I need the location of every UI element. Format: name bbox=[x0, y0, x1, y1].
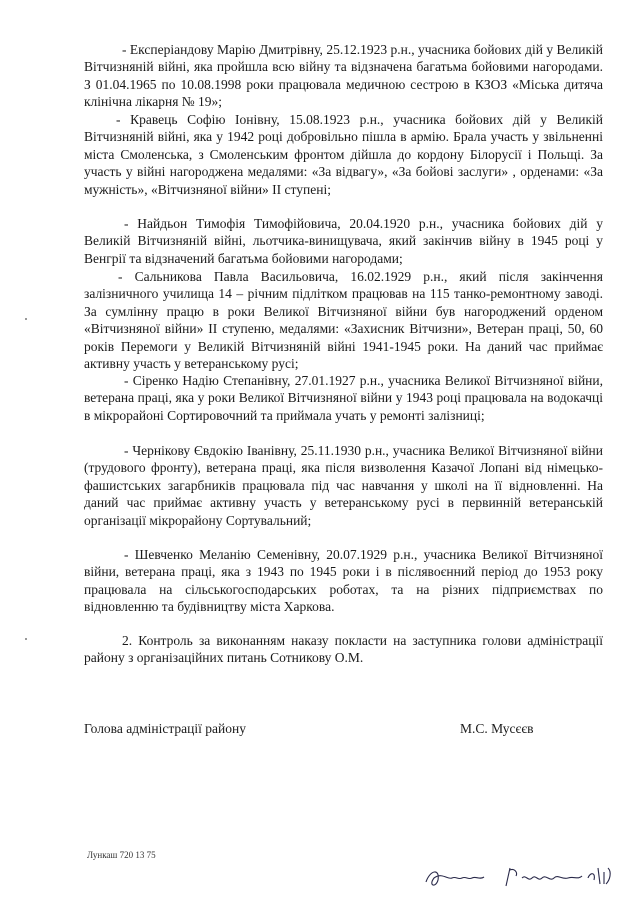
paragraph-shevchenko: - Шевченко Меланію Семенівну, 20.07.1929 р.н., учасника Великої Вітчизняної війни, ветерана праці, яка з 1943 по 1945 роки і в післявоєнний період до 1953 року працювала на сільськогосподарських роботах, та на різних підприємствах по відновленню та будівництву міста Харкова. bbox=[84, 547, 603, 615]
paragraph-naidion: - Найдьон Тимофія Тимофійовича, 20.04.1920 р.н., учасника бойових дій у Великій Вітчизняній війні, льотчика-винищувача, який закінчив війну в 1945 році у Венгрії та відзначений багатьма бойовими нагородами; bbox=[84, 216, 603, 266]
footer-author: Лункаш 720 13 75 bbox=[87, 850, 156, 860]
handwritten-signature bbox=[418, 858, 618, 892]
paragraph-salnikov: - Сальникова Павла Васильовича, 16.02.1929 р.н., який після закінчення залізничного училища 14 – річним підлітком працював на 115 танко-ремонтному заводі. За сумлінну працю в роки Великої Вітчизняної війни був нагороджений орденом «Вітчизняної війни» ІІ ступеню, медалями: «Захисник Вітчизни», Ветеран праці, 50, 60 років Перемоги у Великій Вітчизняній війні 1941-1945 роки. На даний час приймає активну участь у ветеранському русі; bbox=[84, 269, 603, 372]
paragraph-control-clause: 2. Контроль за виконанням наказу покласти на заступника голови адміністрації району з організаційних питань Сотникову О.М. bbox=[84, 633, 603, 666]
paragraph-ekperiandova: - Експеріандову Марію Дмитрівну, 25.12.1923 р.н., учасника бойових дій у Великій Вітчизняній війні, яка пройшла всю війну та відзначена багатьма бойовими нагородами. З 01.04.1965 по 10.08.1998 роки працювала медичною сестрою в КЗОЗ «Міська дитяча клінічна лікарня № 19»; bbox=[84, 42, 603, 110]
paragraph-chernikova: - Чернікову Євдокію Іванівну, 25.11.1930 р.н., учасника Великої Вітчизняної війни (трудового фронту), ветерана праці, яка після визволення Казачої Лопані від німецько-фашистських загарбників працювала під час навчання у школі на її відновленні. На даний час приймає активну участь у ветеранському русі в первинній ветеранській організації мікрорайону Сортувальний; bbox=[84, 443, 603, 528]
paragraph-sirenko: - Сіренко Надію Степанівну, 27.01.1927 р.н., учасника Великої Вітчизняної війни, ветерана праці, яка у роки Великої Вітчизняної війни у 1943 році працювала на водокачці в мікрорайоні Сортировочний та приймала учать у ремонті залізниці; bbox=[84, 373, 603, 423]
signature-name: М.С. Мусєєв bbox=[460, 721, 534, 736]
scan-artifact bbox=[25, 638, 27, 640]
paragraph-kravets: - Кравець Софію Іонівну, 15.08.1923 р.н., учасника бойових дій у Великій Вітчизняній війні, яка у 1942 році добровільно пішла в армію. Брала участь у звільненні міста Смоленська, з Смоленським фронтом дійшла до кордону Білорусії і Польщі. За участь у війні нагороджена медалями: «За відвагу», «За бойові заслуги» , орденами: «За мужність», «Вітчизняної війни» ІІ ступені; bbox=[84, 112, 603, 197]
signature-position: Голова адміністрації району bbox=[84, 721, 246, 736]
scan-artifact bbox=[25, 318, 27, 320]
